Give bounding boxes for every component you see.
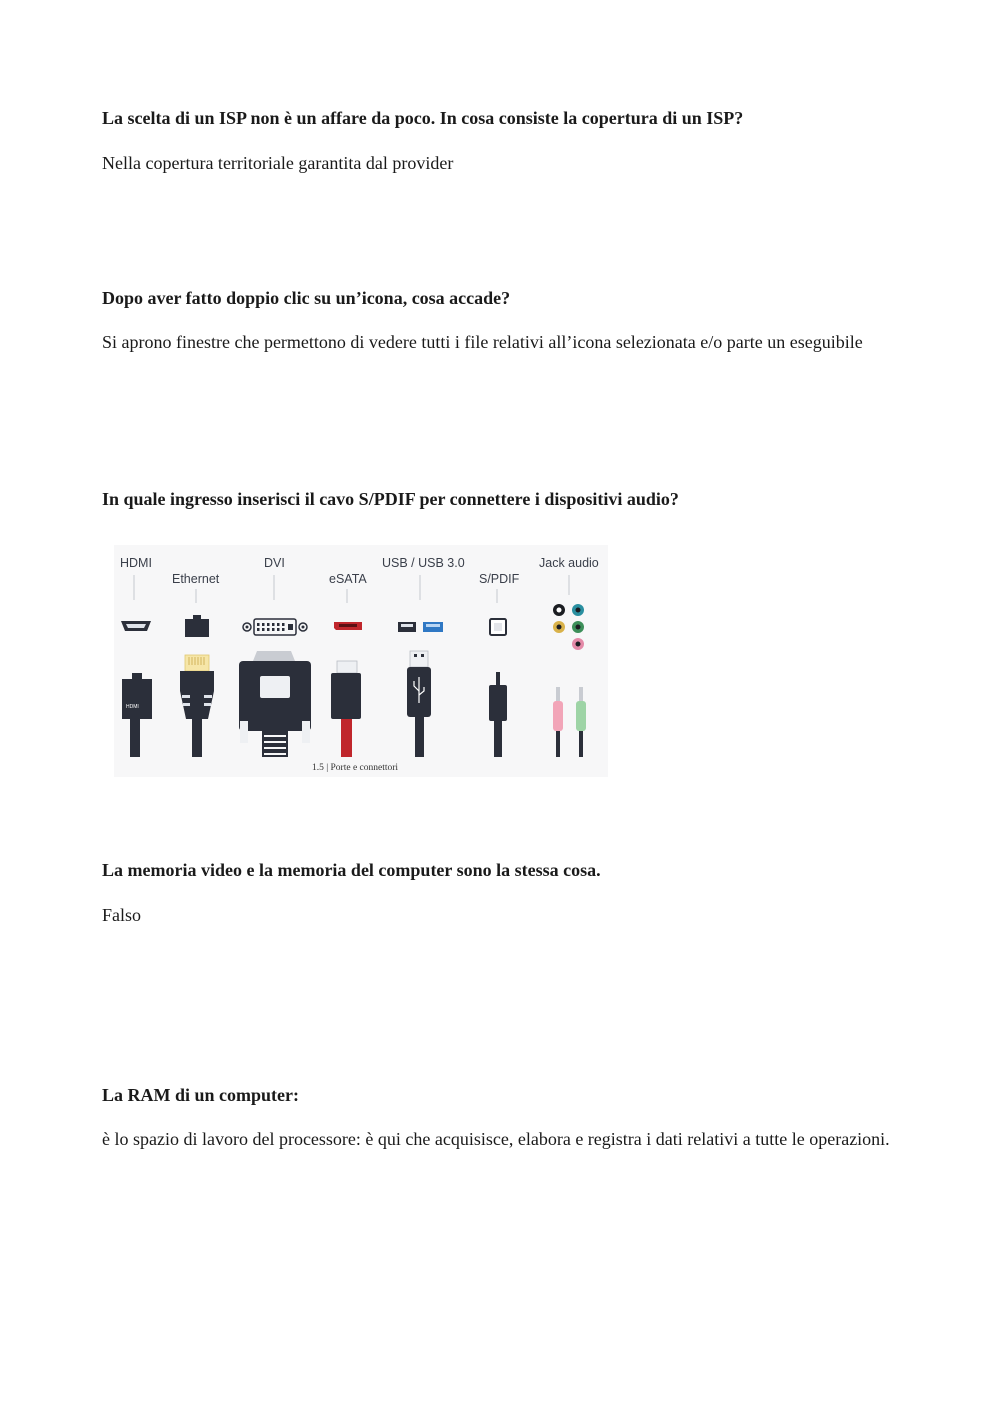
- label-ethernet: Ethernet: [172, 572, 220, 586]
- svg-text:HDMI: HDMI: [126, 704, 139, 710]
- figure-caption: 1.5 | Porte e connettori: [312, 763, 399, 773]
- answer-5: è lo spazio di lavoro del processore: è qui che acquisisce, elabora e registra i dati relativi a tutte le operazioni.: [102, 1129, 890, 1149]
- question-1: La scelta di un ISP non è un affare da poco. In cosa consiste la copertura di un ISP?: [102, 108, 744, 128]
- question-4: La memoria video e la memoria del computer sono la stessa cosa.: [102, 860, 601, 880]
- question-3: In quale ingresso inserisci il cavo S/PDIF per connettere i dispositivi audio?: [102, 489, 679, 509]
- label-hdmi: HDMI: [120, 556, 152, 570]
- answer-2: Si aprono finestre che permettono di vedere tutti i file relativi all’icona selezionata e/o parte un eseguibile: [102, 332, 863, 352]
- answer-4: Falso: [102, 905, 142, 925]
- question-5: La RAM di un computer:: [102, 1085, 299, 1105]
- label-spdif: S/PDIF: [479, 572, 520, 586]
- label-dvi: DVI: [264, 556, 285, 570]
- label-esata: eSATA: [329, 572, 367, 586]
- label-jack-audio: Jack audio: [539, 556, 599, 570]
- label-usb: USB / USB 3.0: [382, 556, 465, 570]
- answer-1: Nella copertura territoriale garantita dal provider: [102, 153, 454, 173]
- question-2: Dopo aver fatto doppio clic su un’icona, cosa accade?: [102, 288, 511, 308]
- ports-connectors-figure: [114, 545, 608, 777]
